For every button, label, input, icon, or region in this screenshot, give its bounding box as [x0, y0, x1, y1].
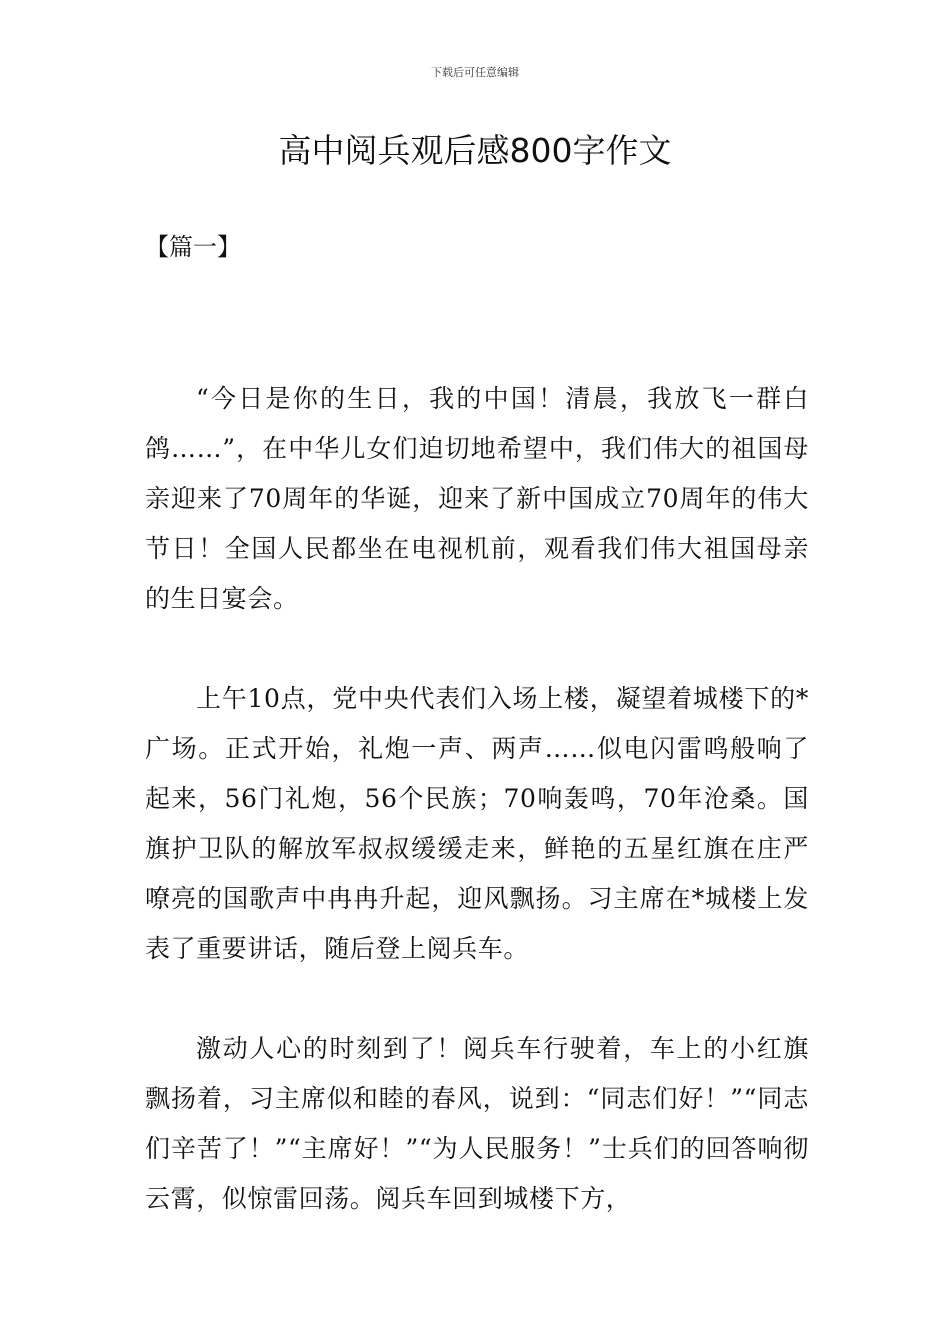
page-header-note: 下载后可任意编辑	[431, 66, 519, 79]
paragraph-3: 激动人心的时刻到了！阅兵车行驶着，车上的小红旗飘扬着，习主席似和睦的春风，说到：“同志们好！”“同志们辛苦了！”“主席好！”“为人民服务！”士兵们的回答响彻云霄，似惊雷回荡。阅兵车回到城楼下方，	[145, 1034, 809, 1213]
paragraph-1: “今日是你的生日，我的中国！清晨，我放飞一群白鸽……”，在中华儿女们迫切地希望中，我们伟大的祖国母亲迎来了70周年的华诞，迎来了新中国成立70周年的伟大节日！全国人民都坐在电视机前，观看我们伟大祖国母亲的生日宴会。	[145, 384, 809, 613]
section-label: 【篇一】	[145, 233, 241, 261]
document-title: 高中阅兵观后感800字作文	[278, 131, 672, 170]
paragraph-2: 上午10点，党中央代表们入场上楼，凝望着城楼下的*广场。正式开始，礼炮一声、两声……似电闪雷鸣般响了起来，56门礼炮，56个民族；70响轰鸣，70年沧桑。国旗护卫队的解放军叔叔缓缓走来，鲜艳的五星红旗在庄严嘹亮的国歌声中冉冉升起，迎风飘扬。习主席在*城楼上发表了重要讲话，随后登上阅兵车。	[145, 684, 809, 963]
